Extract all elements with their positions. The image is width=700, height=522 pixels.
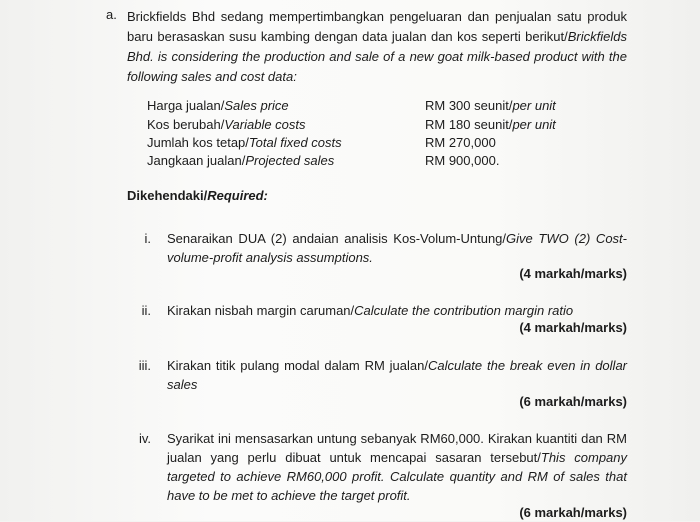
row-label: Jangkaan jualan/Projected sales xyxy=(147,153,335,168)
marks-label: (4 markah/marks) xyxy=(519,266,627,281)
row-value: RM 900,000. xyxy=(425,153,500,168)
sub-question xyxy=(127,429,627,521)
item-number: i. xyxy=(144,231,151,246)
question-label: a. xyxy=(106,7,117,22)
row-value: RM 180 seunit/per unit xyxy=(425,117,556,132)
row-label: Harga jualan/Sales price xyxy=(147,98,289,113)
row-value: RM 270,000 xyxy=(425,135,496,150)
intro-malay: Brickfields Bhd sedang mempertimbangkan pengeluaran dan penjualan satu produk baru berasaskan susu kambing dengan data jualan dan kos seperti berikut/ xyxy=(127,9,627,44)
intro-english: Brickfields Bhd. is considering the production and sale of a new goat milk-based product with the following sales and cost data: xyxy=(127,29,627,84)
sub-question xyxy=(127,229,627,289)
sub-question xyxy=(127,301,627,341)
marks-label: (4 markah/marks) xyxy=(519,320,627,335)
question-intro xyxy=(127,7,627,87)
item-text: Syarikat ini mensasarkan untung sebanyak RM60,000. Kirakan kuantiti dan RM jualan yang perlu dibuat untuk mencapai sasaran tersebut/This company targeted to achieve RM60,000 profit. Calculate quantity and RM of sales that have to be met to achieve the target profit. xyxy=(167,431,628,503)
item-number: iii. xyxy=(138,358,151,373)
row-value: RM 300 seunit/per unit xyxy=(425,98,556,113)
item-text: Kirakan nisbah margin caruman/Calculate the contribution margin ratio xyxy=(167,303,574,318)
item-text: Kirakan titik pulang modal dalam RM jualan/Calculate the break even in dollar sales xyxy=(167,358,627,392)
item-number: iv. xyxy=(138,431,151,446)
marks-label: (6 markah/marks) xyxy=(519,505,627,520)
item-number: ii. xyxy=(141,303,151,318)
required-heading: Dikehendaki/Required: xyxy=(127,188,268,203)
item-text: Senaraikan DUA (2) andaian analisis Kos-Volum-Untung/Give TWO (2) Cost-volume-profit analysis assumptions. xyxy=(167,231,627,265)
sub-question xyxy=(127,356,627,412)
marks-label: (6 markah/marks) xyxy=(519,394,627,409)
row-label: Jumlah kos tetap/Total fixed costs xyxy=(147,135,342,150)
row-label: Kos berubah/Variable costs xyxy=(147,117,306,132)
